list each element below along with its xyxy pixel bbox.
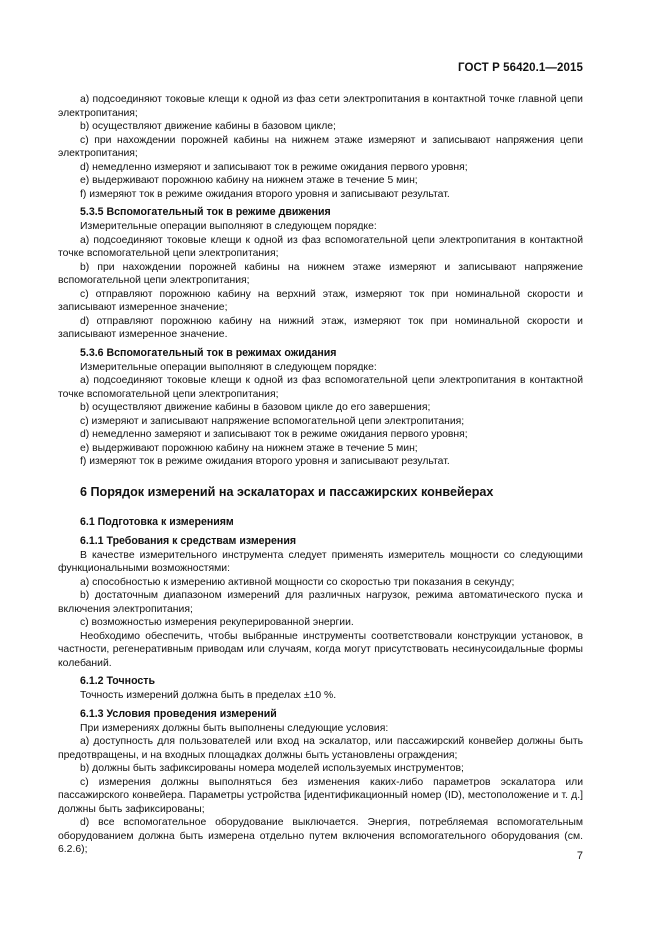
paragraph: Точность измерений должна быть в пределах ±10 %. (80, 690, 337, 701)
paragraph: c) при нахождении порожней кабины на нижнем этаже измеряют и записывают напряжения цепи электропитания; (58, 134, 583, 159)
paragraph: b) достаточным диапазоном измерений для различных нагрузок, режима автоматического пуска и включения электропитания; (58, 590, 583, 615)
section-heading: 6.1.1 Требования к средствам измерения (80, 534, 297, 547)
paragraph: b) должны быть зафиксированы номера моделей используемых инструментов; (80, 763, 464, 774)
paragraph: При измерениях должны быть выполнены следующие условия: (80, 722, 389, 734)
paragraph: b) при нахождении порожней кабины на нижнем этаже измеряют и записывают напряжение вспомогательной цепи электропитания; (58, 261, 583, 286)
paragraph: c) измеряют и записывают напряжение вспомогательной цепи электропитания; (80, 415, 465, 427)
paragraph: d) все вспомогательное оборудование выключается. Энергия, потребляемая вспомогательным оборудованием должна быть измерена отдельно путем включения вспомогательного оборудования (см. 6.2.6); (58, 817, 583, 855)
paragraph: d) отправляют порожнюю кабину на нижний этаж, измеряют ток при номинальной скорости и записывают измеренное значение. (58, 315, 583, 340)
paragraph: a) подсоединяют токовые клещи к одной из фаз сети электропитания в контактной точке главной цепи электропитания; (58, 94, 583, 119)
paragraph: e) выдерживают порожнюю кабину на нижнем этаже в течение 5 мин; (80, 175, 418, 186)
paragraph: f) измеряют ток в режиме ожидания второго уровня и записывают результат. (80, 188, 450, 200)
page-number: 7 (576, 850, 583, 862)
paragraph: a) подсоединяют токовые клещи к одной из фаз вспомогательной цепи электропитания в контактной точке вспомогательной цепи электропитания; (58, 234, 583, 259)
paragraph: Измерительные операции выполняют в следующем порядке: (80, 361, 377, 373)
document-header: ГОСТ Р 56420.1—2015 (458, 62, 583, 74)
paragraph: c) измерения должны выполняться без изменения каких-либо параметров эскалатора или пассажирского конвейера. Параметры устройства [идентификационный номер (ID), местоположение и т. д.] должны быть зафиксированы; (58, 776, 583, 815)
section-heading: 6 Порядок измерений на эскалаторах и пассажирских конвейерах (80, 484, 494, 499)
section-heading: 6.1.2 Точность (80, 675, 155, 687)
paragraph: В качестве измерительного инструмента следует применять измеритель мощности со следующими функциональными возможностями: (58, 549, 583, 574)
paragraph: Необходимо обеспечить, чтобы выбранные инструменты соответствовали конструкции установок, в частности, регенеративным приводам или случаям, когда могут присутствовать несинусоидальные формы колебаний. (58, 630, 583, 669)
paragraph: Измерительные операции выполняют в следующем порядке: (80, 221, 377, 232)
paragraph: e) выдерживают порожнюю кабину на нижнем этаже в течение 5 мин; (80, 442, 418, 454)
section-heading: 5.3.6 Вспомогательный ток в режимах ожидания (80, 346, 337, 359)
document-body (58, 93, 583, 857)
paragraph: d) немедленно замеряют и записывают ток в режиме ожидания первого уровня; (80, 429, 468, 440)
paragraph: a) подсоединяют токовые клещи к одной из фаз вспомогательной цепи электропитания в контактной точке вспомогательной цепи электропитания; (58, 375, 583, 400)
section-heading: 5.3.5 Вспомогательный ток в режиме движения (80, 206, 331, 218)
paragraph: a) доступность для пользователей или вход на эскалатор, или пассажирский конвейер должны быть предотвращены, и на входных площадках должны быть установлены ограждения; (58, 736, 583, 761)
paragraph: c) возможностью измерения рекуперированной энергии. (80, 617, 354, 628)
paragraph: f) измеряют ток в режиме ожидания второго уровня и записывают результат. (80, 456, 450, 467)
paragraph: b) осуществляют движение кабины в базовом цикле; (80, 121, 336, 132)
paragraph: b) осуществляют движение кабины в базовом цикле до его завершения; (80, 402, 431, 413)
section-heading: 6.1.3 Условия проведения измерений (80, 707, 277, 720)
paragraph: d) немедленно измеряют и записывают ток в режиме ожидания первого уровня; (80, 161, 468, 173)
paragraph: a) способностью к измерению активной мощности со скоростью три показания в секунду; (80, 576, 515, 588)
paragraph: c) отправляют порожнюю кабину на верхний этаж, измеряют ток при номинальной скорости и записывают измеренное значение; (58, 288, 583, 313)
section-heading: 6.1 Подготовка к измерениям (80, 515, 234, 528)
